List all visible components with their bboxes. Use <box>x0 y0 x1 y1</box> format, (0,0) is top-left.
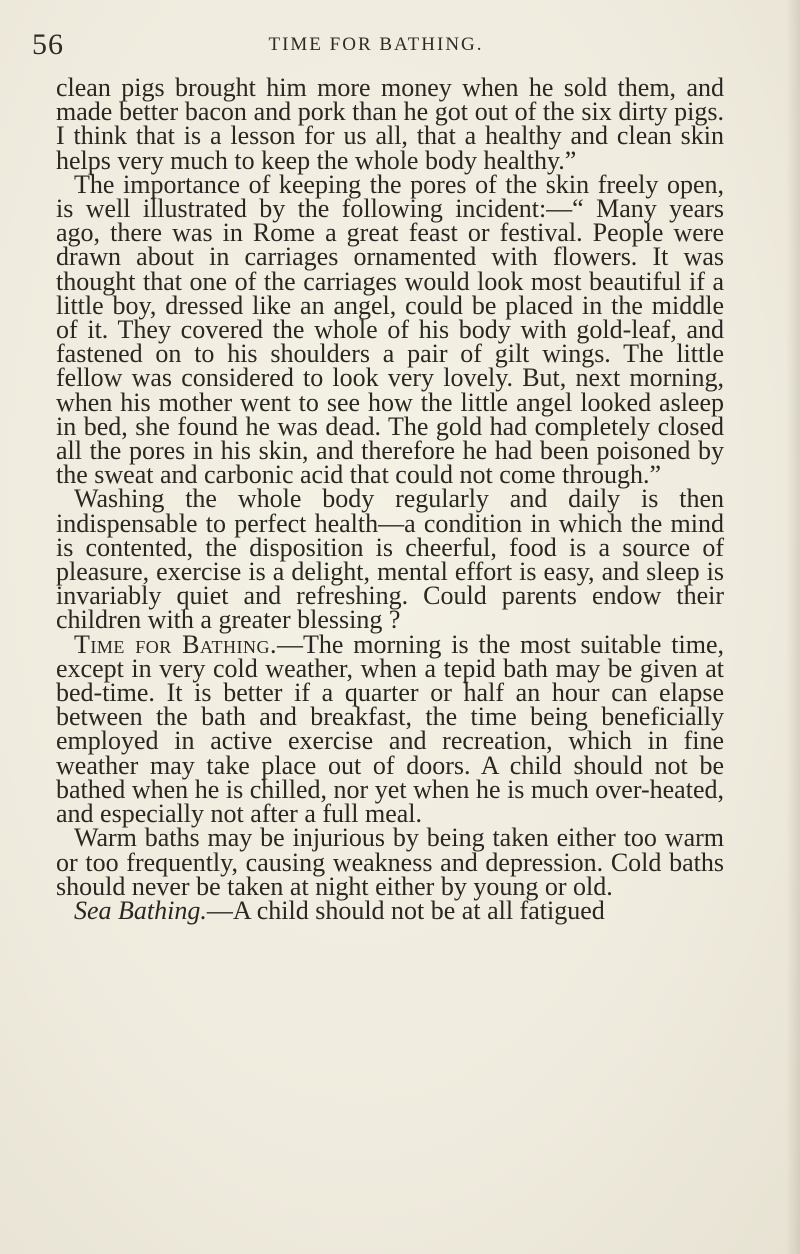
section-heading-sea-bathing: Sea Bathing. <box>74 895 207 925</box>
paragraph-1 <box>56 73 724 175</box>
paragraph-text: The importance of keeping the pores of the skin freely open, is well illustrated by the following incident:—“ Many years ago, there was in Rome a great feast or festival. People were drawn about in carriages ornamented with flowers. It was thought that one of the carriages would look most beautiful if a little boy, dressed like an angel, could be placed in the middle of it. They covered the whole of his body with gold-leaf, and fastened on to his shoulders a pair of gilt wings. The little fellow was considered to look very lovely. But, next morning, when his mother went to see how the little angel looked asleep in bed, she found he was dead. The gold had completely closed all the pores in his skin, and therefore he had been poisoned by the sweat and carbonic acid that could not come through.” <box>56 169 724 490</box>
page-edge-shadow <box>786 0 800 1254</box>
paragraph-text: —The morning is the most suitable time, except in very cold weather, when a tepid bath may be given at bed-time. It is better if a quarter or half an hour can elapse between the bath and breakfast, the time being beneficially employed in active exercise and recreation, which in fine weather may take place out of doors. A child should not be bathed when he is chilled, nor yet when he is much over-heated, and especially not after a full meal. <box>56 629 725 829</box>
paragraph-text: clean pigs brought him more money when he sold them, and made better bacon and pork than he got out of the six dirty pigs. I think that is a lesson for us all, that a healthy and clean skin helps very much to keep the whole body healthy.” <box>56 73 724 175</box>
running-head: TIME FOR BATHING. <box>268 34 484 55</box>
paragraph-2 <box>56 169 724 490</box>
page-number: 56 <box>32 28 64 61</box>
paragraph-5 <box>56 823 724 901</box>
paragraph-3 <box>56 484 724 635</box>
body-text <box>56 73 725 925</box>
paragraph-text: Warm baths may be injurious by being taken either too warm or too frequently, causing weakness and depression. Cold baths should never be taken at night either by young or old. <box>56 823 724 901</box>
page-header <box>32 28 760 68</box>
paragraph-text: —A child should not be at all fatigued <box>206 895 605 925</box>
paragraph-4 <box>56 629 725 829</box>
paragraph-6 <box>56 895 724 925</box>
section-heading-time-for-bathing: Time for Bathing. <box>74 629 277 659</box>
paragraph-text: Washing the whole body regularly and daily is then indispensable to perfect health—a condition in which the mind is contented, the disposition is cheerful, food is a source of pleasure, exercise is a delight, mental effort is easy, and sleep is invariably quiet and refreshing. Could parents endow their children with a greater blessing ? <box>56 484 724 635</box>
